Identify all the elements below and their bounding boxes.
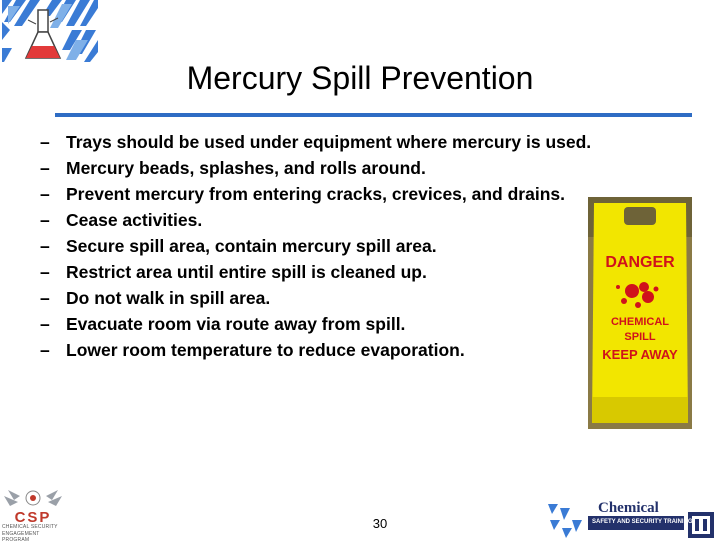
bullet-text: Lower room temperature to reduce evaporation. [66,340,465,360]
bullet-item [40,287,600,309]
bullet-text: Secure spill area, contain mercury spill area. [66,236,437,256]
bullet-item [40,183,600,205]
bullet-text: Evacuate room via route away from spill. [66,314,406,334]
bullet-text: Do not walk in spill area. [66,288,271,308]
bullet-item [40,157,600,179]
sign-keep-away-text: KEEP AWAY [602,347,678,362]
csp-subtitle-line1: CHEMICAL SECURITY [2,524,58,530]
bullet-dash: – [40,210,50,230]
sign-spill-text: SPILL [624,331,656,343]
page-number: 30 [372,516,388,531]
csp-logo-text: CSP [14,509,52,526]
bullet-item [40,209,600,231]
bullet-dash: – [40,314,50,334]
bullet-list [40,131,600,365]
bullet-dash: – [40,132,50,152]
bullet-text: Restrict area until entire spill is cleaned up. [66,262,427,282]
bullet-dash: – [40,340,50,360]
bullet-item [40,313,600,335]
chemical-spill-sign-image [588,197,692,429]
sign-danger-text: DANGER [605,254,675,271]
slide-title: Mercury Spill Prevention [186,60,534,96]
bullet-dash: – [40,262,50,282]
bullet-item [40,339,600,361]
title-underline [55,113,692,117]
bullet-dash: – [40,288,50,308]
bullet-text: Cease activities. [66,210,203,230]
bullet-dash: – [40,158,50,178]
bullet-dash: – [40,236,50,256]
bullet-text: Prevent mercury from entering cracks, crevices, and drains. [66,184,565,204]
bullet-text: Trays should be used under equipment where mercury is used. [66,132,592,152]
csp-subtitle-line2: ENGAGEMENT PROGRAM [2,531,40,543]
bullet-item [40,261,600,283]
bullet-text: Mercury beads, splashes, and rolls around. [66,158,426,178]
chemical-logo-wordmark: Chemical [598,500,659,516]
bullet-item [40,131,600,153]
chemical-logo-tagline: SAFETY AND SECURITY TRAINING [592,519,693,525]
sign-chemical-text: CHEMICAL [610,316,670,328]
bullet-item [40,235,600,257]
bullet-dash: – [40,184,50,204]
